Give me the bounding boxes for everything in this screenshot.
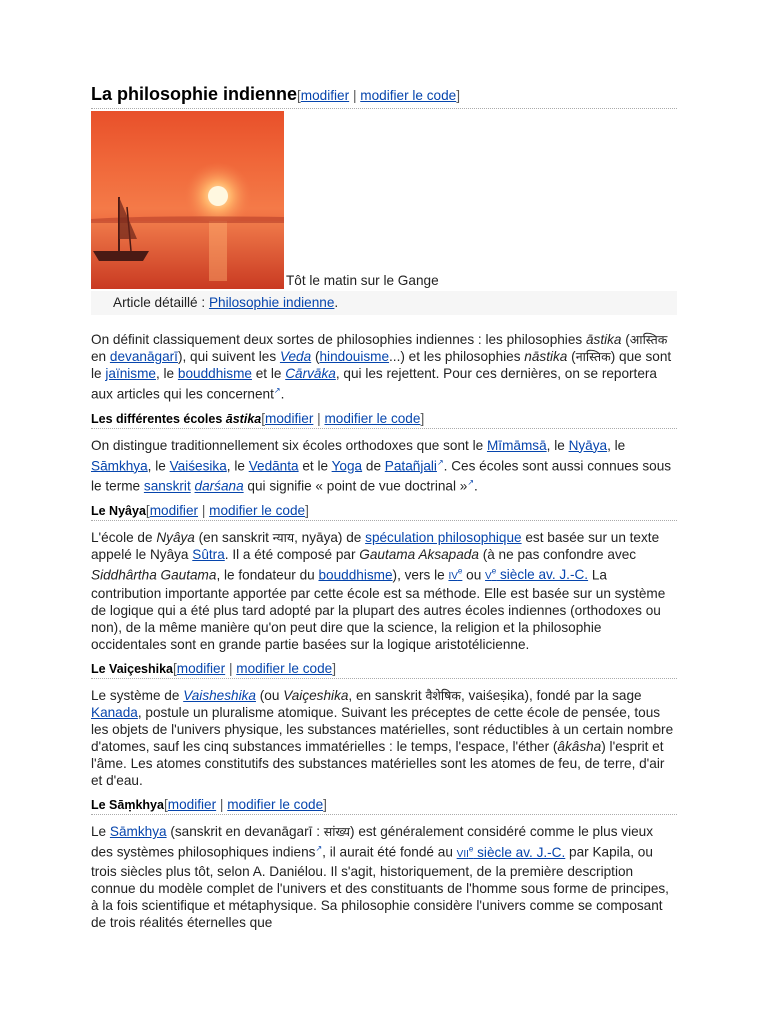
patanjali-link[interactable]: Patañjali (384, 458, 437, 474)
edit-link[interactable]: modifier (176, 661, 226, 677)
edit-code-link[interactable]: modifier le code (236, 661, 333, 677)
section-heading-samkhya: Le Sāṃkhya[modifier | modifier le code] (91, 797, 677, 815)
veda-link[interactable]: Veda (279, 349, 312, 364)
detailed-article-note: Article détaillé : Philosophie indienne. (91, 291, 677, 315)
page-title: La philosophie indienne (91, 84, 298, 104)
devanagari-link[interactable]: devanāgarī (109, 349, 178, 364)
yoga-link[interactable]: Yoga (331, 458, 363, 474)
external-link-icon: ↗ (467, 478, 475, 488)
detail-link[interactable]: Philosophie indienne (208, 295, 335, 310)
edit-code-link[interactable]: modifier le code (209, 502, 306, 518)
edit-code-link[interactable]: modifier le code (227, 797, 324, 813)
sutra-link[interactable]: Sûtra (192, 546, 225, 562)
century-iv-link[interactable]: IVe (448, 566, 463, 583)
bouddhisme-link[interactable]: bouddhisme (318, 567, 393, 583)
figure (91, 111, 677, 289)
section-heading-vaiceshika: Le Vaiçeshika[modifier | modifier le code] (91, 661, 677, 679)
nyaya-paragraph: L'école de Nyâya (en sanskrit न्याय, nyāya) de spéculation philosophique est basée sur un texte appelé le Nyâya Sûtra. Il a été composé par Gautama Aksapada (à ne pas confondre avec Siddhârtha Gautama, le fondateur du bouddhisme), vers le IVe ou Ve siècle av. J.-C. La contribution importante apportée par cette école est sa méthode. Elle est basée sur un système de logique qui a été plus tard adopté par la plupart des autres écoles indiennes (orthodoxes ou non), de la même manière qu'on peut dire que la science, la religion et la philosophie occidentales sont en grande partie basées sur la logique aristotélicienne. (91, 529, 666, 653)
bouddhisme-link[interactable]: bouddhisme (177, 366, 252, 381)
darsana-link[interactable]: darśana (194, 478, 244, 494)
nyaya-link[interactable]: Nyāya (568, 437, 608, 453)
samkhya-paragraph: Le Sāmkhya (sanskrit en devanāgarī : सांख्य) est généralement considéré comme le plus vieux des systèmes philosophiques indiens↗, il aurait été fondé au VIIe siècle av. J.-C. par Kapila, ou trois siècles plus tôt, selon A. Daniélou. Il s'agit, historiquement, de la première description connue du modèle complet de l'univers et des constituants de l'homme sous forme de principes, à la fois scientifique et métaphysique. Sa philosophie considère l'univers comme se composant de trois réalités éternelles que (91, 824, 669, 930)
edit-link[interactable]: modifier (265, 410, 314, 426)
hindouisme-link[interactable]: hindouisme (319, 349, 390, 364)
edit-link[interactable]: modifier (149, 502, 199, 518)
figure-caption: Tôt le matin sur le Gange (286, 273, 439, 288)
ganges-sunrise-image[interactable] (91, 111, 284, 289)
article-content (91, 84, 677, 931)
sunrise-illustration (91, 111, 284, 289)
vaiceshika-paragraph: Le système de Vaisheshika (ou Vaiçeshika, en sanskrit वैशेषिक, vaiśeṣika), fondé par la sage Kanada, postule un pluralisme atomique. Suivant les préceptes de cette école de pensée, tous les objets de l'univers physique, les substances matérielles, sont réductibles à un certain nombre d'atomes, sauf les cinq substances immatérielles : le temps, l'espace, l'éther (âkâsha) l'esprit et l'âme. Les atomes constitutifs des substances matérielles sont les atomes de feu, de terre, d'air et d'eau. (91, 688, 674, 789)
vaisesika-link[interactable]: Vaiśesika (169, 458, 227, 474)
intro-paragraph: On définit classiquement deux sortes de philosophies indiennes : les philosophies āstika (आस्तिक en devanāgarī), qui suivent les Veda (hindouisme...) et les philosophies nāstika (नास्तिक) que sont le jaïnisme, le bouddhisme et le Cārvāka, qui les rejettent. Pour ces dernières, on se reportera aux articles qui les concernent↗. (91, 332, 672, 402)
external-link-icon: ↗ (273, 386, 281, 395)
samkhya-link[interactable]: Sāmkhya (91, 458, 148, 474)
edit-link[interactable]: modifier (167, 797, 217, 813)
speculation-link[interactable]: spéculation philosophique (365, 529, 522, 545)
astika-paragraph: On distingue traditionnellement six écoles orthodoxes que sont le Mīmāmsā, le Nyāya, le Sāmkhya, le Vaiśesika, le Vedānta et le Yoga de Patañjali↗. Ces écoles sont aussi connues sous le terme sanskrit darśana qui signifie « point de vue doctrinal »↗. (91, 437, 672, 494)
samkhya-link[interactable]: Sāmkhya (109, 824, 167, 840)
century-vii-link[interactable]: VIIe siècle av. J.-C. (456, 844, 566, 860)
vaisheshika-link[interactable]: Vaisheshika (183, 688, 256, 704)
sanskrit-link[interactable]: sanskrit (143, 478, 191, 494)
section-heading-nyaya: Le Nyâya[modifier | modifier le code] (91, 503, 677, 521)
section-heading-astika: Les différentes écoles āstika[modifier | modifier le code] (91, 411, 677, 429)
external-link-icon: ↗ (315, 844, 323, 854)
edit-links: [modifier | modifier le code] (297, 88, 460, 103)
carvaka-link[interactable]: Cārvāka (285, 366, 336, 381)
edit-link[interactable]: modifier (300, 88, 350, 103)
mimamsa-link[interactable]: Mīmāmsā (486, 437, 547, 453)
vedanta-link[interactable]: Vedānta (248, 458, 299, 474)
jainisme-link[interactable]: jaïnisme (105, 366, 156, 381)
main-heading (91, 84, 677, 109)
century-v-link[interactable]: Ve siècle av. J.-C. (485, 566, 589, 583)
edit-code-link[interactable]: modifier le code (360, 88, 457, 103)
kanada-link[interactable]: Kanada (91, 705, 138, 721)
external-link-icon: ↗ (436, 457, 444, 467)
edit-code-link[interactable]: modifier le code (324, 410, 421, 426)
